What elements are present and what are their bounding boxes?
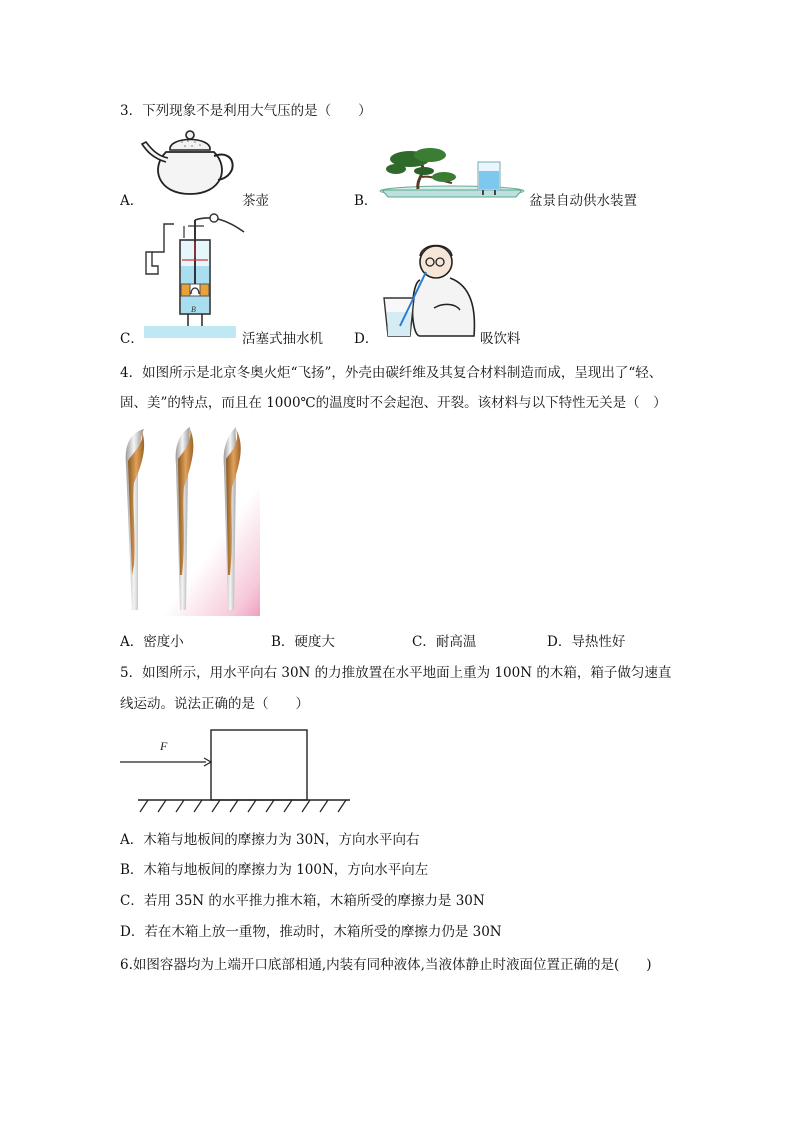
q4-option-c: C．耐高温 <box>412 634 477 650</box>
q3-stem: 3．下列现象不是利用大气压的是（ ） <box>120 103 372 119</box>
q4-option-a: A．密度小 <box>120 634 184 650</box>
q5-option-a: A．木箱与地板间的摩擦力为 30N，方向水平向右 <box>120 832 420 848</box>
q3-option-c-label: 活塞式抽水机 <box>242 331 323 347</box>
q3-option-c-letter: C． <box>120 331 144 347</box>
q3-option-b-label: 盆景自动供水装置 <box>529 193 637 209</box>
q3-option-d-label: 吸饮料 <box>480 331 521 347</box>
q5-option-d: D．若在木箱上放一重物，推动时，木箱所受的摩擦力仍是 30N <box>120 924 502 940</box>
q5-option-c: C．若用 35N 的水平推力推木箱，木箱所受的摩擦力是 30N <box>120 893 485 909</box>
q3-option-a-label: 茶壶 <box>242 193 269 209</box>
q4-option-d: D．导热性好 <box>547 634 626 650</box>
q3-option-a-letter: A． <box>120 193 144 209</box>
piston-pump-figure <box>144 212 244 338</box>
q3-option-b-letter: B． <box>354 193 378 209</box>
force-diagram <box>120 728 355 818</box>
bonsai-figure <box>378 145 526 203</box>
q4-option-b: B．硬度大 <box>271 634 335 650</box>
q3-option-d-letter: D． <box>354 331 379 347</box>
force-label: F <box>160 739 168 753</box>
q6-stem: 6.如图容器均为上端开口底部相通,内装有同种液体,当液体静止时液面位置正确的是( ) <box>120 957 652 973</box>
q5-stem-line2: 线运动。说法正确的是（ ） <box>120 696 309 712</box>
q5-option-b: B．木箱与地板间的摩擦力为 100N，方向水平向左 <box>120 862 429 878</box>
teapot-figure <box>140 128 240 196</box>
pump-valve-label: B <box>191 305 196 314</box>
q4-stem-line1: 4．如图所示是北京冬奥火炬“飞扬”，外壳由碳纤维及其复合材料制造而成，呈现出了“轻、 <box>120 365 663 381</box>
olympic-torch-figure <box>120 425 260 616</box>
drinking-straw-figure <box>380 240 478 340</box>
q4-stem-line2: 固、美”的特点，而且在 1000℃的温度时不会起泡、开裂。该材料与以下特性无关是（ ） <box>120 395 667 411</box>
q5-stem-line1: 5．如图所示，用水平向右 30N 的力推放置在水平地面上重为 100N 的木箱，箱子做匀速直 <box>120 665 672 681</box>
